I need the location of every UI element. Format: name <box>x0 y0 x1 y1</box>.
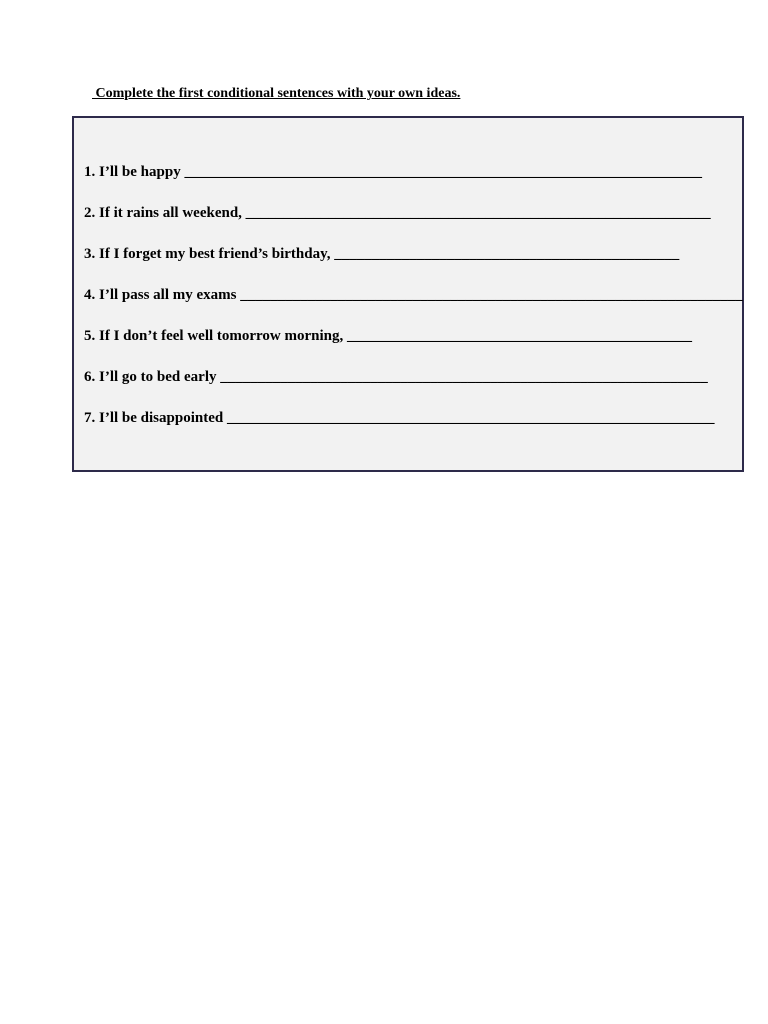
sentence-2: 2. If it rains all weekend, ______________________________________________________________ <box>84 205 711 221</box>
sentence-6: 6. I’ll go to bed early _________________________________________________________________ <box>84 369 708 385</box>
sentence-7: 7. I’ll be disappointed _________________________________________________________________ <box>84 410 715 426</box>
exercise-box <box>72 116 744 472</box>
sentence-4: 4. I’ll pass all my exams ___________________________________________________________________ <box>84 287 743 303</box>
instruction-heading: Complete the first conditional sentences with your own ideas. <box>92 86 461 101</box>
sentence-1: 1. I’ll be happy _____________________________________________________________________ <box>84 164 702 180</box>
sentence-5: 5. If I don’t feel well tomorrow morning, ______________________________________________ <box>84 328 693 344</box>
sentence-3: 3. If I forget my best friend’s birthday, ______________________________________________ <box>84 246 680 262</box>
